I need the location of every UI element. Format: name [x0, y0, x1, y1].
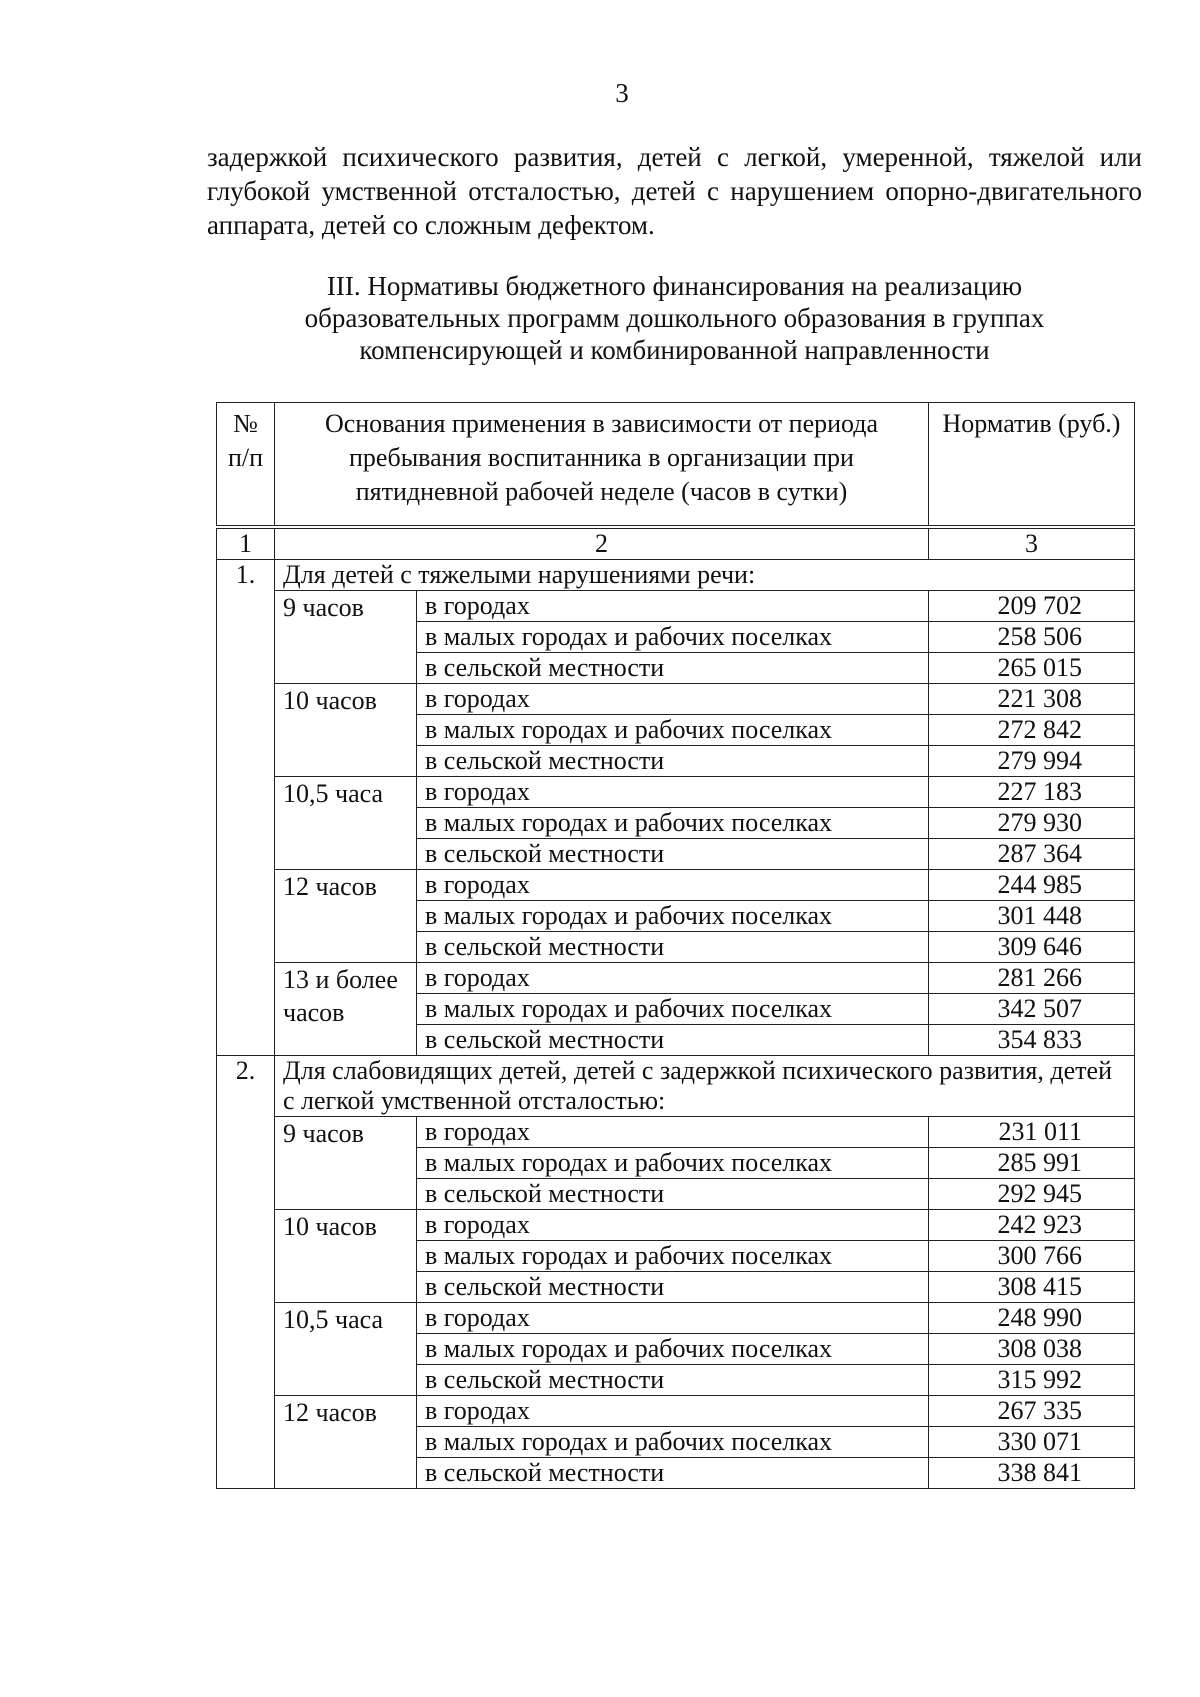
norms-table [216, 402, 1135, 1489]
place-label: в сельской местности [417, 1025, 929, 1056]
table-row [217, 870, 1135, 901]
norm-value: 308 038 [929, 1334, 1135, 1365]
period-hours: 10 часов [275, 1210, 417, 1303]
place-label: в малых городах и рабочих поселках [417, 808, 929, 839]
column-number-row [217, 527, 1135, 560]
period-hours: 10,5 часа [275, 777, 417, 870]
norm-value: 265 015 [929, 653, 1135, 684]
table-row [217, 1210, 1135, 1241]
norm-value: 354 833 [929, 1025, 1135, 1056]
norm-value: 279 930 [929, 808, 1135, 839]
place-label: в сельской местности [417, 1179, 929, 1210]
place-label: в городах [417, 777, 929, 808]
period-hours: 10 часов [275, 684, 417, 777]
place-label: в малых городах и рабочих поселках [417, 1427, 929, 1458]
header-number: № п/п [217, 403, 275, 528]
place-label: в сельской местности [417, 1458, 929, 1489]
norm-value: 221 308 [929, 684, 1135, 715]
group-title-row [217, 1056, 1135, 1117]
table-header-row [217, 403, 1135, 528]
group-title-row [217, 560, 1135, 591]
column-number: 3 [929, 527, 1135, 560]
place-label: в городах [417, 684, 929, 715]
place-label: в городах [417, 1396, 929, 1427]
norm-value: 308 415 [929, 1272, 1135, 1303]
table-row [217, 1117, 1135, 1148]
place-label: в городах [417, 1117, 929, 1148]
place-label: в сельской местности [417, 1272, 929, 1303]
place-label: в малых городах и рабочих поселках [417, 622, 929, 653]
group-number: 2. [217, 1056, 275, 1489]
norm-value: 231 011 [929, 1117, 1135, 1148]
column-number: 1 [217, 527, 275, 560]
norm-value: 258 506 [929, 622, 1135, 653]
table-row [217, 1396, 1135, 1427]
place-label: в городах [417, 870, 929, 901]
place-label: в сельской местности [417, 746, 929, 777]
period-hours: 12 часов [275, 1396, 417, 1489]
norm-value: 242 923 [929, 1210, 1135, 1241]
norm-value: 292 945 [929, 1179, 1135, 1210]
norm-value: 287 364 [929, 839, 1135, 870]
intro-paragraph [207, 140, 1142, 242]
place-label: в сельской местности [417, 1365, 929, 1396]
period-hours: 9 часов [275, 1117, 417, 1210]
page-number: 3 [615, 78, 629, 108]
norm-value: 330 071 [929, 1427, 1135, 1458]
norm-value: 209 702 [929, 591, 1135, 622]
place-label: в малых городах и рабочих поселках [417, 1241, 929, 1272]
section-title-line: III. Нормативы бюджетного финансирования на реализацию [326, 271, 1023, 301]
norm-value: 285 991 [929, 1148, 1135, 1179]
norm-value: 309 646 [929, 932, 1135, 963]
norm-value: 244 985 [929, 870, 1135, 901]
place-label: в городах [417, 963, 929, 994]
section-title-line: образовательных программ дошкольного образования в группах [304, 303, 1045, 333]
norm-value: 342 507 [929, 994, 1135, 1025]
intro-line: глубокой умственной отсталостью, детей с нарушением опорно-двигательного [207, 176, 1142, 206]
norm-value: 267 335 [929, 1396, 1135, 1427]
period-hours: 13 и более часов [275, 963, 417, 1056]
place-label: в малых городах и рабочих поселках [417, 1334, 929, 1365]
place-label: в сельской местности [417, 932, 929, 963]
intro-line: аппарата, детей со сложным дефектом. [207, 210, 655, 240]
table-row [217, 1303, 1135, 1334]
norm-value: 281 266 [929, 963, 1135, 994]
place-label: в малых городах и рабочих поселках [417, 715, 929, 746]
norm-value: 300 766 [929, 1241, 1135, 1272]
section-title-line: компенсирующей и комбинированной направленности [359, 335, 990, 365]
norm-value: 227 183 [929, 777, 1135, 808]
place-label: в городах [417, 1303, 929, 1334]
header-norm: Норматив (руб.) [929, 403, 1135, 528]
group-title: Для детей с тяжелыми нарушениями речи: [275, 560, 1135, 591]
table-row [217, 963, 1135, 994]
norm-value: 279 994 [929, 746, 1135, 777]
place-label: в малых городах и рабочих поселках [417, 1148, 929, 1179]
place-label: в малых городах и рабочих поселках [417, 901, 929, 932]
norm-value: 338 841 [929, 1458, 1135, 1489]
column-number: 2 [275, 527, 929, 560]
period-hours: 10,5 часа [275, 1303, 417, 1396]
header-basis: Основания применения в зависимости от периода пребывания воспитанника в организации при пятидневной рабочей неделе (часов в сутки) [275, 403, 929, 528]
place-label: в малых городах и рабочих поселках [417, 994, 929, 1025]
place-label: в городах [417, 591, 929, 622]
period-hours: 9 часов [275, 591, 417, 684]
place-label: в сельской местности [417, 839, 929, 870]
norm-value: 272 842 [929, 715, 1135, 746]
place-label: в сельской местности [417, 653, 929, 684]
period-hours: 12 часов [275, 870, 417, 963]
norm-value: 301 448 [929, 901, 1135, 932]
table-row [217, 777, 1135, 808]
table-row [217, 591, 1135, 622]
group-title: Для слабовидящих детей, детей с задержкой психического развития, детей с легкой умственной отсталостью: [275, 1056, 1135, 1117]
section-title [207, 270, 1142, 366]
group-number: 1. [217, 560, 275, 1056]
intro-line: задержкой психического развития, детей с легкой, умеренной, тяжелой или [207, 142, 1142, 172]
norm-value: 248 990 [929, 1303, 1135, 1334]
place-label: в городах [417, 1210, 929, 1241]
norm-value: 315 992 [929, 1365, 1135, 1396]
table-row [217, 684, 1135, 715]
